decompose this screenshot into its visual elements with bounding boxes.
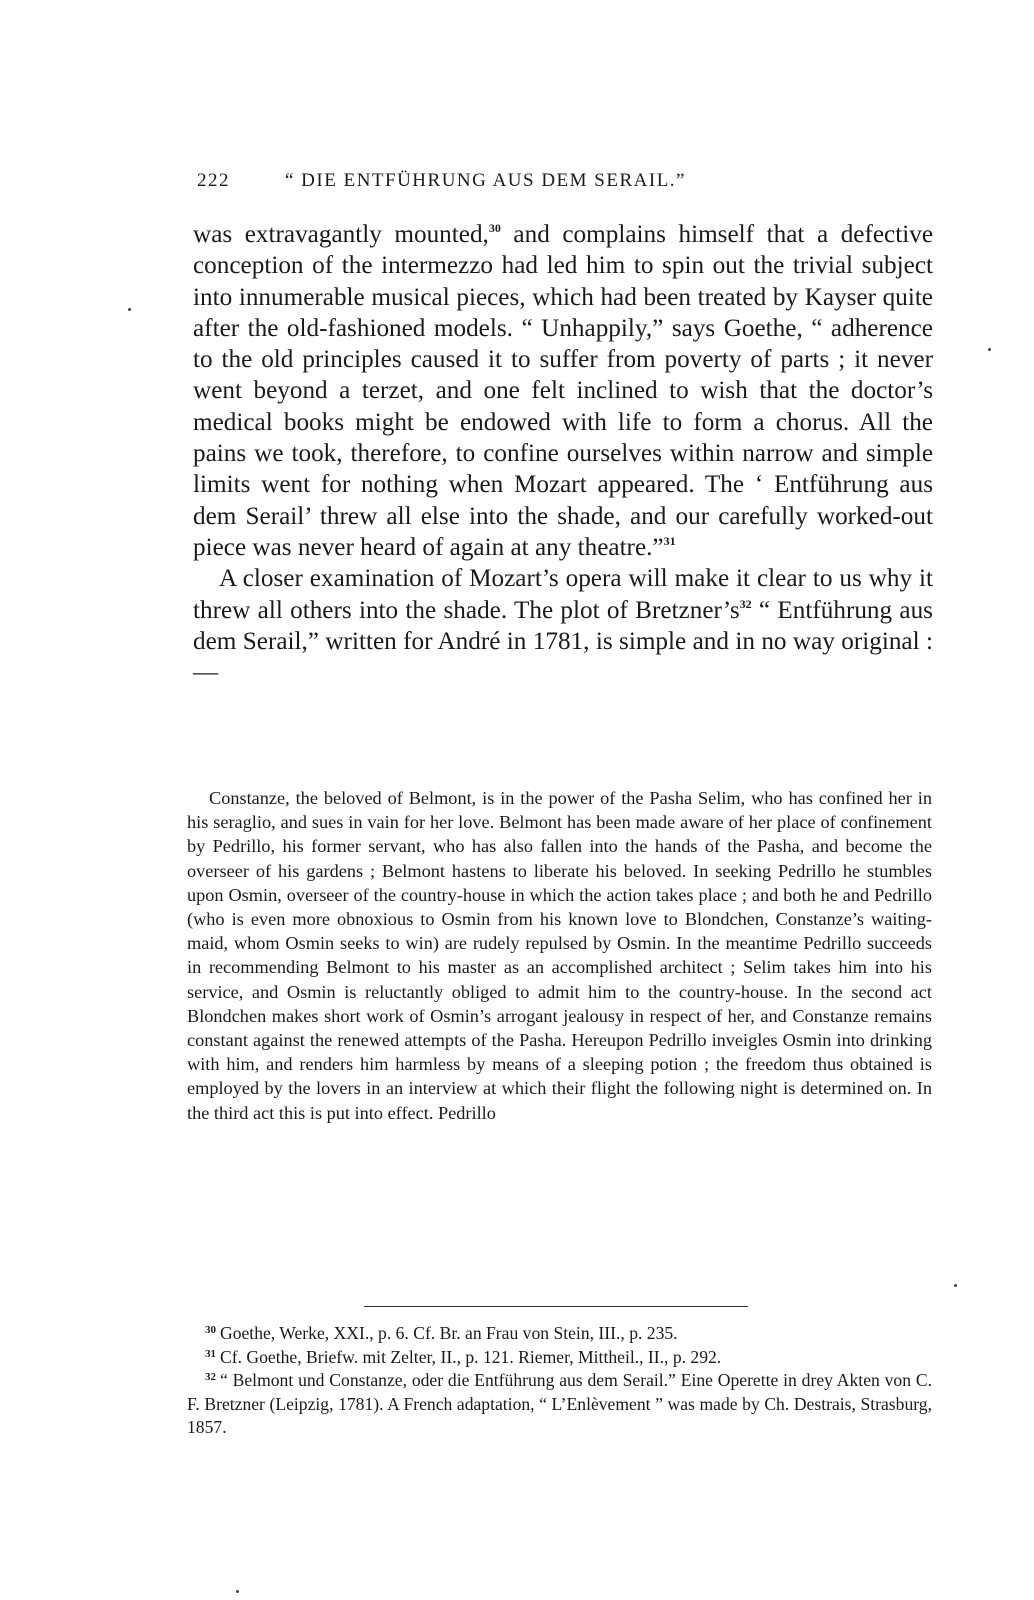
footnote-divider — [364, 1306, 748, 1307]
margin-speck — [954, 1284, 957, 1287]
page-number: 222 — [197, 170, 230, 191]
footnote-ref-30: 30 — [488, 221, 501, 235]
footnote-text: Cf. Goethe, Briefw. mit Zelter, II., p. 121. Riemer, Mittheil., II., p. 292. — [220, 1346, 722, 1367]
margin-speck — [128, 308, 131, 311]
margin-speck — [236, 1590, 239, 1593]
footnote-ref-32: 32 — [739, 596, 752, 611]
paragraph-2-text-a: A closer examination of Mozart’s opera will make it clear to us why it threw all others into the shade. The plot of Bretzner’s — [193, 565, 933, 624]
footnote-text: Goethe, Werke, XXI., p. 6. Cf. Br. an Frau von Stein, III., p. 235. — [220, 1323, 678, 1343]
footnote-ref-31: 31 — [663, 533, 676, 548]
footnote-32 — [187, 1369, 932, 1440]
paragraph-2 — [193, 563, 933, 688]
margin-speck — [988, 348, 991, 351]
footnote-mark: 31 — [205, 1347, 216, 1360]
plot-summary-text: Constanze, the beloved of Belmont, is in the power of the Pasha Selim, who has confined her in his seraglio, and sues in vain for her love. Belmont has been made aware of her place of confinement by Pedrillo, his former servant, who has also fallen into the hands of the Pasha, and become the overseer of his gardens ; Belmont hastens to liberate his beloved. In seeking Pedrillo he stumbles upon Osmin, overseer of the country-house in which the action takes place ; and both he and Pedrillo (who is even more obnoxious to Osmin from his known love to Blondchen, Constanze’s waiting-maid, whom Osmin seeks to win) are rudely repulsed by Osmin. In the meantime Pedrillo succeeds in recommending Belmont to his master as an accomplished architect ; Selim takes him into his service, and Osmin is reluctantly obliged to admit him to the country-house. In the second act Blondchen makes short work of Osmin’s arrogant jealousy in respect of her, and Constanze remains constant against the renewed attempts of the Pasha. Hereupon Pedrillo inveigles Osmin into drinking with him, and renders him harmless by means of a sleeping potion ; the freedom thus obtained is employed by the lovers in an interview at which their flight the following night is determined on. In the third act this is put into effect. Pedrillo — [187, 788, 932, 1123]
paragraph-2-text-b: “ Entführung aus dem Serail,” written for André in 1781, is simple and in no way original :— — [193, 596, 933, 687]
paragraph-1 — [193, 219, 933, 563]
footnotes — [187, 1322, 932, 1440]
page-header — [197, 170, 937, 200]
paragraph-1-text-b: and complains himself that a defective conception of the intermezzo had led him to spin out the trivial subject into innumerable musical pieces, which had been treated by Kayser quite after the old-fashioned models. “ Unhappily,” says Goethe, “ adherence to the old principles caused it to suffer from poverty of parts ; it never went beyond a terzet, and one felt inclined to wish that the doctor’s medical books might be endowed with life to form a chorus. All the pains we took, therefore, to confine ourselves within narrow and simple limits went for nothing when Mozart appeared. The ‘ Entführung aus dem Serail’ threw all else into the shade, and our carefully worked-out piece was never heard of again at any theatre.” — [193, 221, 933, 561]
paragraph-1-text-a: was extravagantly mounted, — [193, 221, 489, 248]
footnote-31 — [187, 1346, 932, 1370]
main-text — [193, 219, 933, 688]
footnote-mark: 32 — [205, 1371, 216, 1383]
plot-summary — [187, 786, 932, 1125]
running-head: “ DIE ENTFÜHRUNG AUS DEM SERAIL.” — [285, 170, 686, 191]
footnote-mark: 30 — [205, 1324, 216, 1336]
footnote-text: “ Belmont und Constanze, oder die Entführung aus dem Serail.” Eine Operette in drey Akten von C. F. Bretzner (Leipzig, 1781). A French adaptation, “ L’Enlèvement ” was made by Ch. Destrais, Strasburg, 1857. — [187, 1370, 932, 1437]
footnote-30 — [187, 1322, 932, 1346]
